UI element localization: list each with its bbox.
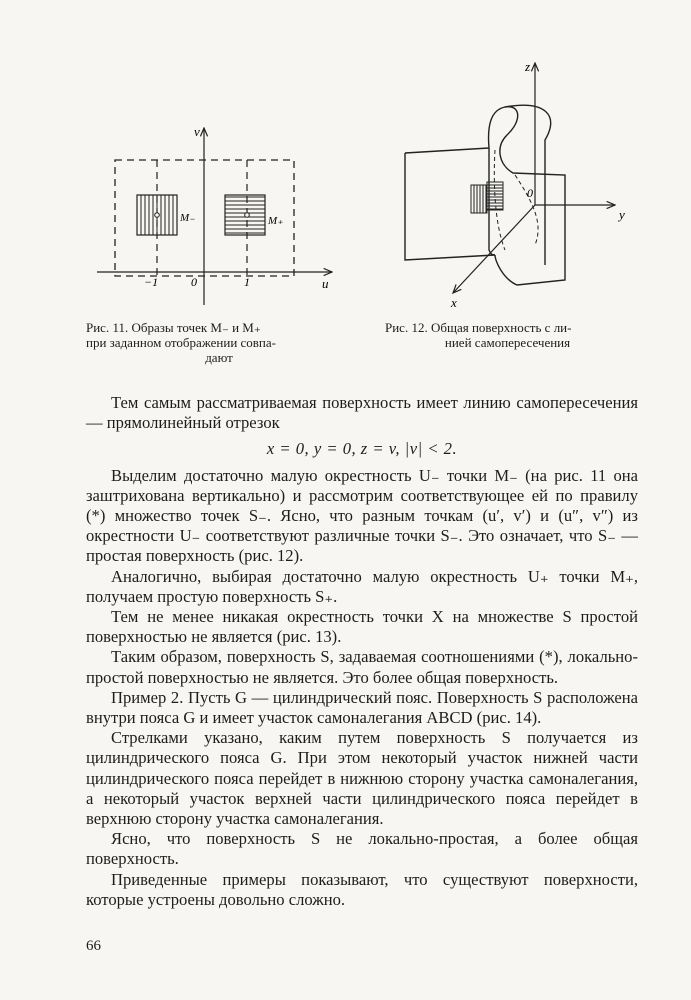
label-u: u <box>322 276 329 291</box>
paragraph-8: Ясно, что поверхность S не локально-простая, а более общая поверхность. <box>86 829 638 869</box>
caption-11-line3: дают <box>205 350 233 365</box>
body-text <box>86 393 638 910</box>
page-number: 66 <box>86 938 101 954</box>
paragraph-9: Приведенные примеры показывают, что существуют поверхности, которые устроены довольно сложно. <box>86 869 638 909</box>
figure-11 <box>92 120 342 310</box>
caption-11-line1: Рис. 11. Образы точек M₋ и M₊ <box>86 320 261 335</box>
tick-1: 1 <box>244 275 250 289</box>
caption-figure-11 <box>86 320 352 365</box>
paragraph-4: Тем не менее никакая окрестность точки X на множестве S простой поверхностью не является (рис. 13). <box>86 607 638 647</box>
label-x: x <box>451 295 457 310</box>
paragraph-7: Стрелками указано, каким путем поверхность S получается из цилиндрического пояса G. При этом некоторый участок нижней части цилиндрического пояса перейдет в нижнюю сторону участка самоналегания, а некоторый участок верхней части цилиндрического пояса перейдет в верхнюю сторону участка самоналегания. <box>86 728 638 829</box>
paragraph-1: Тем самым рассматриваемая поверхность имеет линию самопересечения — прямолинейный отрезок <box>86 393 638 433</box>
paragraph-2: Выделим достаточно малую окрестность U₋ точки M₋ (на рис. 11 она заштрихована вертикально) и рассмотрим соответствующее ей по правилу (*) множество точек S₋. Ясно, что разным точкам (u′, v′) и (u″, v″) из окрестности U₋ соответствуют различные точки S₋. Это означает, что S₋ — простая поверхность (рис. 12). <box>86 465 638 566</box>
axis-x <box>453 205 535 293</box>
label-v: v <box>194 124 200 139</box>
formula: x = 0, y = 0, z = v, |v| < 2. <box>266 439 458 459</box>
caption-12-line2: нией самопересечения <box>444 335 571 350</box>
paragraph-6: Пример 2. Пусть G — цилиндрический пояс. Поверхность S расположена внутри пояса G и имеет участок самоналегания ABCD (рис. 14). <box>86 687 638 728</box>
paragraph-3: Аналогично, выбирая достаточно малую окрестность U₊ точки M₊, получаем простую поверхность S₊. <box>86 566 638 606</box>
label-m-minus: M₋ <box>180 212 195 224</box>
tick-neg1: −1 <box>144 275 159 289</box>
patch-s-minus <box>471 185 487 213</box>
figure-12 <box>395 55 645 315</box>
paragraph-5: Таким образом, поверхность S, задаваемая соотношениями (*), локально-простой поверхностью не является. Это более общая поверхность. <box>86 647 638 687</box>
caption-12-line1: Рис. 12. Общая поверхность с ли- <box>385 320 572 335</box>
patch-s-plus <box>487 182 503 210</box>
label-y: y <box>619 207 625 222</box>
label-origin: 0 <box>527 186 533 200</box>
tick-0: 0 <box>191 275 197 289</box>
caption-figure-12 <box>385 320 630 350</box>
label-z: z <box>525 59 531 74</box>
caption-11-line2: при заданном отображении совпа- <box>86 335 276 350</box>
label-m-plus: M₊ <box>268 215 283 227</box>
